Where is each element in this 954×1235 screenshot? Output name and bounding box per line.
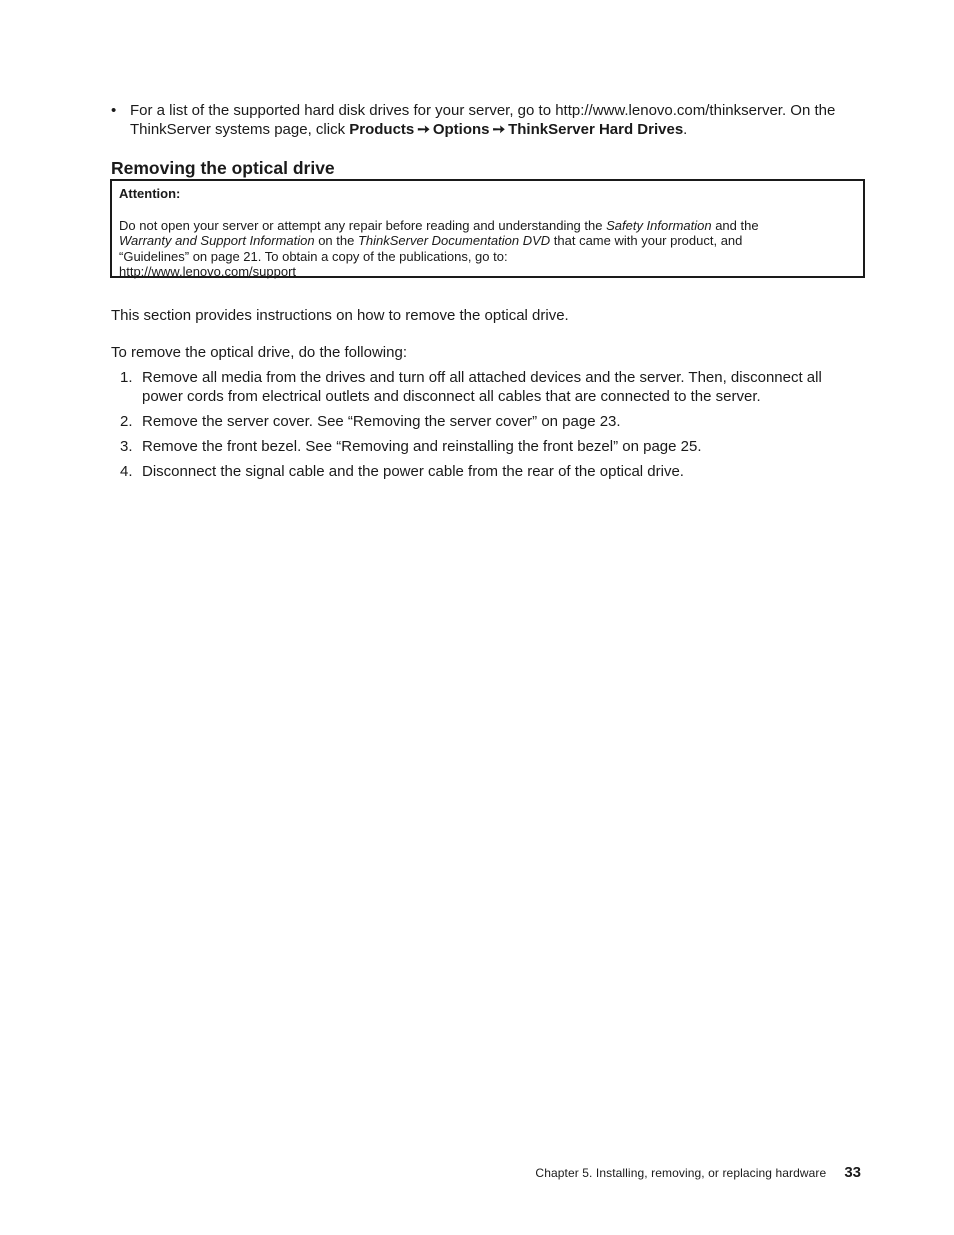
page-number: 33 xyxy=(844,1164,861,1181)
attention-notice-box xyxy=(110,179,865,278)
intro-paragraph: This section provides instructions on how to remove the optical drive. xyxy=(111,307,569,324)
step-number: 2. xyxy=(120,413,133,430)
attention-text: Do not open your server or attempt any repair before reading and understanding the xyxy=(119,217,607,233)
menu-path-hard-drives: ThinkServer Hard Drives xyxy=(508,121,684,138)
bullet-mark: • xyxy=(111,102,117,119)
bullet-text xyxy=(130,101,863,139)
page-footer xyxy=(535,1164,861,1181)
safety-information-title: Safety Information xyxy=(606,217,712,233)
warranty-info-title: Warranty and Support Information xyxy=(119,233,315,248)
attention-body xyxy=(119,218,856,280)
bullet-list xyxy=(111,101,863,139)
step-text: Remove the front bezel. See “Removing and reinstalling the front bezel” on page 25. xyxy=(142,438,702,455)
arrow-icon: ➙ xyxy=(492,121,506,138)
step-text: Remove all media from the drives and turn off all attached devices and the server. Then, disconnect all power cords from electrical outlets and disconnect all cables that are connected to the server. xyxy=(142,369,822,405)
attention-line: “Guidelines” on page 21. To obtain a copy of the publications, go to: xyxy=(119,248,508,264)
attention-title: Attention: xyxy=(119,186,181,201)
footer-chapter-title: Chapter 5. Installing, removing, or replacing hardware xyxy=(535,1166,827,1180)
step-number: 1. xyxy=(120,369,133,386)
arrow-icon: ➙ xyxy=(417,121,430,138)
step-text: Remove the server cover. See “Removing the server cover” on page 23. xyxy=(142,413,621,430)
bullet-text-after: . xyxy=(683,121,688,138)
attention-text: on the xyxy=(314,233,358,248)
step-number: 3. xyxy=(120,438,133,455)
step-item xyxy=(111,412,863,431)
attention-line xyxy=(119,218,856,234)
support-url: http://www.lenovo.com/support xyxy=(119,264,297,279)
step-text: Disconnect the signal cable and the power cable from the rear of the optical drive. xyxy=(142,463,684,480)
bullet-item xyxy=(111,101,863,139)
menu-path-options: Options xyxy=(432,121,490,138)
section-heading: Removing the optical drive xyxy=(111,158,335,178)
steps-intro-paragraph: To remove the optical drive, do the following: xyxy=(111,344,407,361)
procedure-steps xyxy=(111,368,863,487)
step-item xyxy=(111,368,863,406)
attention-text: that came with your product, and xyxy=(550,233,743,248)
step-item xyxy=(111,462,863,481)
attention-line xyxy=(119,233,856,249)
bullet-text-before: For a list of the supported hard disk drives for your server, go to http://www.lenovo.com/thinkserver. On the ThinkServer systems page, click xyxy=(130,102,836,138)
attention-text: and the xyxy=(711,217,759,233)
documentation-dvd-title: ThinkServer Documentation DVD xyxy=(357,233,551,248)
step-item xyxy=(111,437,863,456)
step-number: 4. xyxy=(120,463,133,480)
menu-path-products: Products xyxy=(349,121,415,138)
